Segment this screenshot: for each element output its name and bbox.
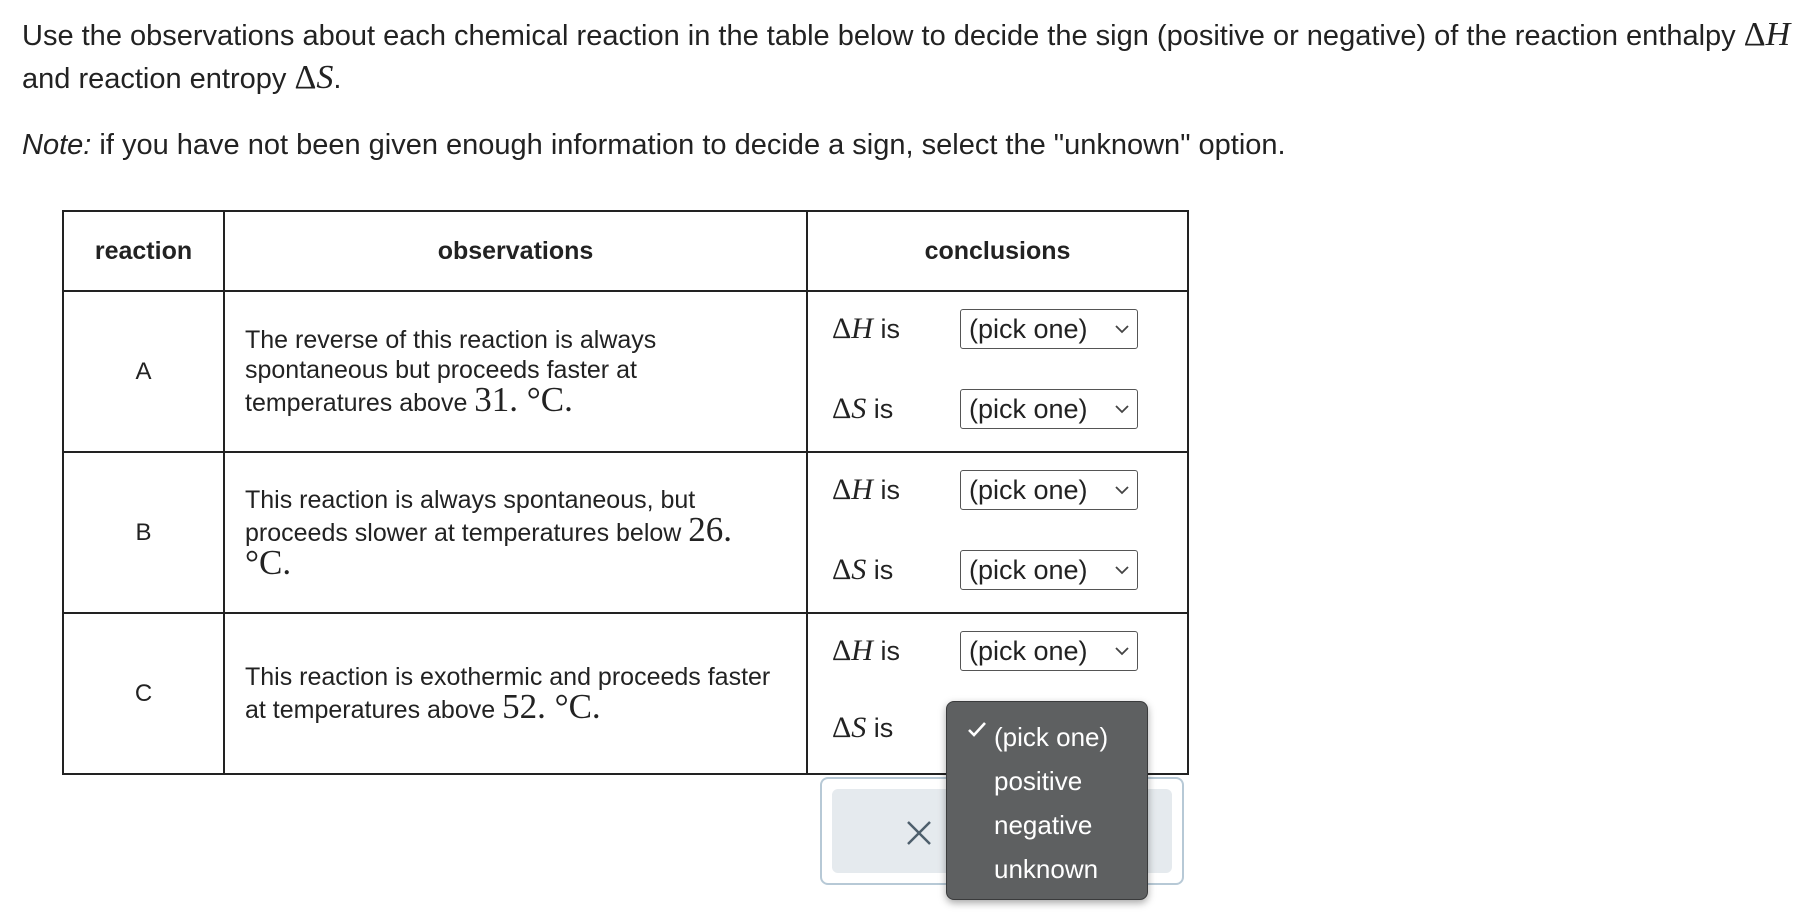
- temperature-value: 52. °C.: [502, 687, 601, 726]
- menu-option-pick-one[interactable]: (pick one): [994, 722, 1109, 752]
- observation-cell: [224, 452, 807, 613]
- temperature-value: 31. °C.: [474, 380, 573, 419]
- select-value: (pick one): [969, 635, 1088, 666]
- instructions-text: [22, 14, 1792, 100]
- delta-symbol: Δ: [294, 59, 317, 96]
- temperature-value: 26. °C.: [245, 509, 733, 582]
- chevron-down-icon: [1111, 398, 1133, 420]
- delta-s-label: ΔS is: [832, 553, 894, 586]
- header-reaction: reaction: [63, 211, 224, 291]
- delta-s-select[interactable]: [960, 550, 1138, 590]
- observation-text: The reverse of this reaction is always spontaneous but proceeds faster at temperatures above: [245, 326, 657, 417]
- delta-h-label: ΔH is: [832, 473, 900, 506]
- table-header-row: [63, 211, 1188, 291]
- delta-s-row: [832, 389, 1138, 429]
- chevron-down-icon: [1111, 559, 1133, 581]
- enthalpy-variable: H: [1765, 16, 1791, 53]
- delta-s-symbol: [294, 59, 333, 96]
- select-value: (pick one): [969, 393, 1088, 424]
- delta-h-select[interactable]: [960, 309, 1138, 349]
- reaction-table: [62, 210, 1189, 775]
- delta-s-row: [832, 711, 960, 745]
- select-value: (pick one): [969, 313, 1088, 344]
- select-value: (pick one): [969, 554, 1088, 585]
- x-icon[interactable]: [904, 818, 934, 848]
- observation-cell: [224, 291, 807, 452]
- observation-cell: [224, 613, 807, 774]
- note-text: [22, 124, 1286, 166]
- delta-s-row: [832, 550, 1138, 590]
- dropdown-menu: [946, 701, 1148, 900]
- entropy-variable: S: [316, 59, 334, 96]
- table-row: [63, 452, 1188, 613]
- delta-h-select[interactable]: [960, 631, 1138, 671]
- instructions-period: .: [333, 63, 342, 95]
- delta-symbol: Δ: [1743, 16, 1766, 53]
- delta-h-label: ΔH is: [832, 312, 900, 345]
- conclusions-cell: [807, 452, 1188, 613]
- observation-text: This reaction is exothermic and proceeds faster at temperatures above: [245, 663, 771, 724]
- conclusions-cell: [807, 291, 1188, 452]
- menu-option-unknown[interactable]: unknown: [994, 854, 1099, 884]
- delta-h-select[interactable]: [960, 470, 1138, 510]
- note-body: if you have not been given enough information to decide a sign, select the "unknown" option.: [91, 129, 1286, 161]
- chevron-down-icon: [1111, 640, 1133, 662]
- menu-option-positive[interactable]: positive: [994, 766, 1083, 796]
- table-row: [63, 291, 1188, 452]
- reaction-cell: B: [63, 452, 224, 613]
- header-observations: observations: [224, 211, 807, 291]
- instructions-part-2: and reaction entropy: [22, 63, 295, 95]
- chevron-down-icon: [1111, 318, 1133, 340]
- header-conclusions: conclusions: [807, 211, 1188, 291]
- note-label: Note:: [22, 129, 92, 161]
- reaction-cell: C: [63, 613, 224, 774]
- delta-h-label: ΔH is: [832, 634, 900, 667]
- instructions-part-1: Use the observations about each chemical reaction in the table below to decide the sign (positive or negative) of the reaction enthalpy: [22, 20, 1744, 52]
- delta-h-row: [832, 470, 1138, 510]
- delta-s-label: ΔS is: [832, 392, 894, 425]
- menu-option-negative[interactable]: negative: [994, 810, 1093, 840]
- checkmark-icon: [965, 717, 989, 741]
- delta-s-label: ΔS is: [832, 711, 894, 744]
- delta-h-row: [832, 309, 1138, 349]
- delta-h-symbol: [1744, 16, 1790, 53]
- observation-text: This reaction is always spontaneous, but proceeds slower at temperatures below: [245, 485, 696, 547]
- reaction-cell: A: [63, 291, 224, 452]
- chevron-down-icon: [1111, 479, 1133, 501]
- delta-s-select[interactable]: [960, 389, 1138, 429]
- delta-h-row: [832, 631, 1138, 671]
- select-value: (pick one): [969, 474, 1088, 505]
